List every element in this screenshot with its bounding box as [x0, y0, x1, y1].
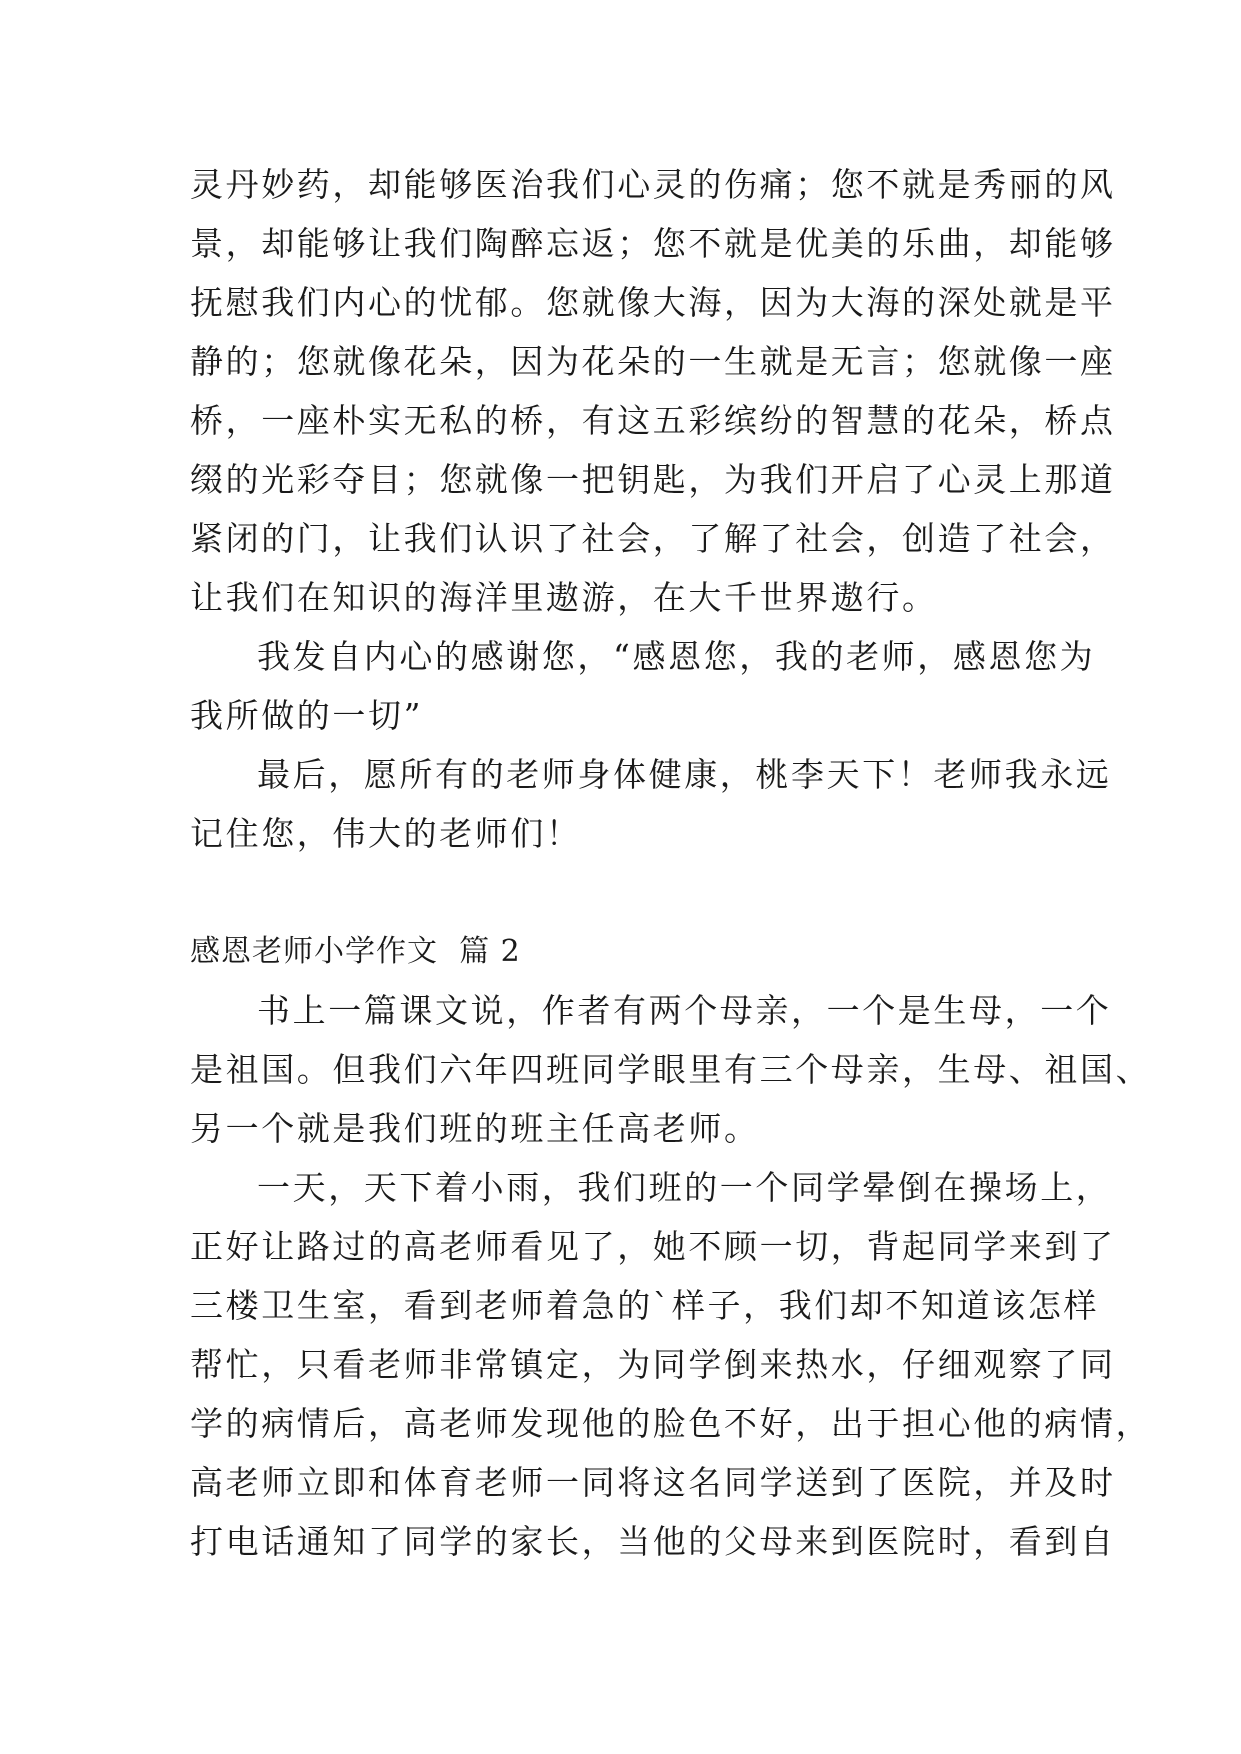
text-line: 让我们在知识的海洋里遨游，在大千世界遨行。	[190, 578, 938, 617]
text-line: 书上一篇课文说，作者有两个母亲，一个是生母，一个	[257, 991, 1112, 1030]
text-line: 灵丹妙药，却能够医治我们心灵的伤痛；您不就是秀丽的风	[190, 165, 1116, 204]
text-line: 正好让路过的高老师看见了，她不顾一切，背起同学来到了	[190, 1227, 1116, 1266]
section-title: 感恩老师小学作文 篇 2	[190, 934, 521, 969]
paragraph-rainy-day	[190, 1158, 1152, 1571]
text-line: 另一个就是我们班的班主任高老师。	[190, 1109, 760, 1148]
paragraph-closing	[190, 745, 1112, 863]
text-line: 一天，天下着小雨，我们班的一个同学晕倒在操场上，	[257, 1168, 1112, 1207]
text-line: 学的病情后，高老师发现他的脸色不好，出于担心他的病情，	[190, 1404, 1152, 1443]
text-line: 是祖国。但我们六年四班同学眼里有三个母亲，生母、祖国、	[190, 1050, 1152, 1089]
section-gap	[190, 863, 1050, 922]
text-line: 缀的光彩夺目；您就像一把钥匙，为我们开启了心灵上那道	[190, 460, 1116, 499]
paragraph-three-mothers	[190, 981, 1152, 1158]
text-line: 我发自内心的感谢您，“感恩您，我的老师，感恩您为	[257, 637, 1096, 676]
paragraph-metaphors	[190, 155, 1116, 627]
paragraph-thanks	[190, 627, 1096, 745]
text-line: 最后，愿所有的老师身体健康，桃李天下！老师我永远	[257, 755, 1112, 794]
text-line: 桥，一座朴实无私的桥，有这五彩缤纷的智慧的花朵，桥点	[190, 401, 1116, 440]
text-line: 高老师立即和体育老师一同将这名同学送到了医院，并及时	[190, 1463, 1116, 1502]
text-line: 我所做的一切”	[190, 696, 424, 735]
text-line: 打电话通知了同学的家长，当他的父母来到医院时，看到自	[190, 1522, 1116, 1561]
text-line: 抚慰我们内心的忧郁。您就像大海，因为大海的深处就是平	[190, 283, 1116, 322]
text-line: 静的；您就像花朵，因为花朵的一生就是无言；您就像一座	[190, 342, 1116, 381]
text-line: 记住您，伟大的老师们！	[190, 814, 582, 853]
text-line: 三楼卫生室，看到老师着急的`样子，我们却不知道该怎样	[190, 1286, 1100, 1325]
document-body	[190, 155, 1152, 1571]
text-line: 紧闭的门，让我们认识了社会，了解了社会，创造了社会，	[190, 519, 1116, 558]
text-line: 帮忙，只看老师非常镇定，为同学倒来热水，仔细观察了同	[190, 1345, 1116, 1384]
text-line: 景，却能够让我们陶醉忘返；您不就是优美的乐曲，却能够	[190, 224, 1116, 263]
